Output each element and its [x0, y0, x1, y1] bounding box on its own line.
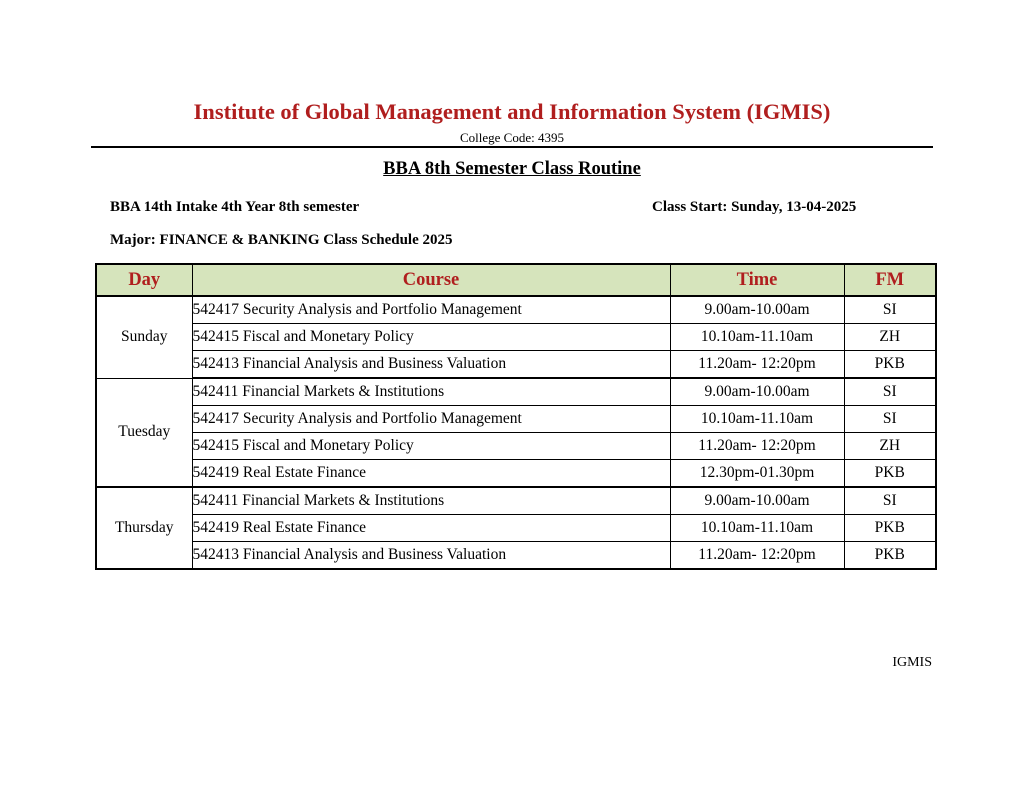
- table-row: [96, 406, 936, 433]
- column-header-course: Course: [192, 264, 670, 296]
- time-cell: 9.00am-10.00am: [670, 296, 844, 324]
- day-cell-sunday: Sunday: [96, 296, 192, 378]
- table-row: [96, 542, 936, 570]
- time-cell: 12.30pm-01.30pm: [670, 460, 844, 488]
- day-cell-thursday: Thursday: [96, 487, 192, 569]
- time-cell: 10.10am-11.10am: [670, 515, 844, 542]
- time-cell: 11.20am- 12:20pm: [670, 542, 844, 570]
- fm-cell: SI: [844, 487, 936, 515]
- major-label: Major: FINANCE & BANKING Class Schedule 2025: [110, 232, 453, 248]
- table-row: [96, 515, 936, 542]
- course-cell: 542411 Financial Markets & Institutions: [192, 487, 670, 515]
- fm-cell: ZH: [844, 433, 936, 460]
- time-cell: 10.10am-11.10am: [670, 324, 844, 351]
- table-row: [96, 378, 936, 406]
- institute-title: Institute of Global Management and Information System (IGMIS): [193, 99, 831, 124]
- course-cell: 542413 Financial Analysis and Business Valuation: [192, 351, 670, 379]
- column-header-day: Day: [96, 264, 192, 296]
- fm-cell: PKB: [844, 542, 936, 570]
- fm-cell: SI: [844, 296, 936, 324]
- fm-cell: SI: [844, 378, 936, 406]
- routine-table: [95, 263, 937, 570]
- course-cell: 542413 Financial Analysis and Business Valuation: [192, 542, 670, 570]
- time-cell: 9.00am-10.00am: [670, 487, 844, 515]
- course-cell: 542417 Security Analysis and Portfolio Management: [192, 296, 670, 324]
- fm-cell: PKB: [844, 515, 936, 542]
- time-cell: 10.10am-11.10am: [670, 406, 844, 433]
- routine-title: BBA 8th Semester Class Routine: [383, 159, 641, 179]
- class-start-label: Class Start: Sunday, 13-04-2025: [652, 199, 857, 215]
- time-cell: 11.20am- 12:20pm: [670, 351, 844, 379]
- intake-label: BBA 14th Intake 4th Year 8th semester: [110, 199, 360, 215]
- fm-cell: PKB: [844, 351, 936, 379]
- table-row: [96, 324, 936, 351]
- fm-cell: PKB: [844, 460, 936, 488]
- fm-cell: SI: [844, 406, 936, 433]
- table-row: [96, 351, 936, 379]
- column-header-time: Time: [670, 264, 844, 296]
- table-row: [96, 296, 936, 324]
- time-cell: 9.00am-10.00am: [670, 378, 844, 406]
- fm-cell: ZH: [844, 324, 936, 351]
- table-row: [96, 460, 936, 488]
- course-cell: 542415 Fiscal and Monetary Policy: [192, 433, 670, 460]
- college-code: College Code: 4395: [460, 130, 564, 145]
- course-cell: 542411 Financial Markets & Institutions: [192, 378, 670, 406]
- table-row: [96, 487, 936, 515]
- table-header-row: [96, 264, 936, 296]
- column-header-fm: FM: [844, 264, 936, 296]
- table-row: [96, 433, 936, 460]
- course-cell: 542419 Real Estate Finance: [192, 515, 670, 542]
- course-cell: 542415 Fiscal and Monetary Policy: [192, 324, 670, 351]
- course-cell: 542417 Security Analysis and Portfolio Management: [192, 406, 670, 433]
- time-cell: 11.20am- 12:20pm: [670, 433, 844, 460]
- footer-label: IGMIS: [892, 655, 932, 670]
- day-cell-tuesday: Tuesday: [96, 378, 192, 487]
- header-divider: [91, 146, 933, 148]
- course-cell: 542419 Real Estate Finance: [192, 460, 670, 488]
